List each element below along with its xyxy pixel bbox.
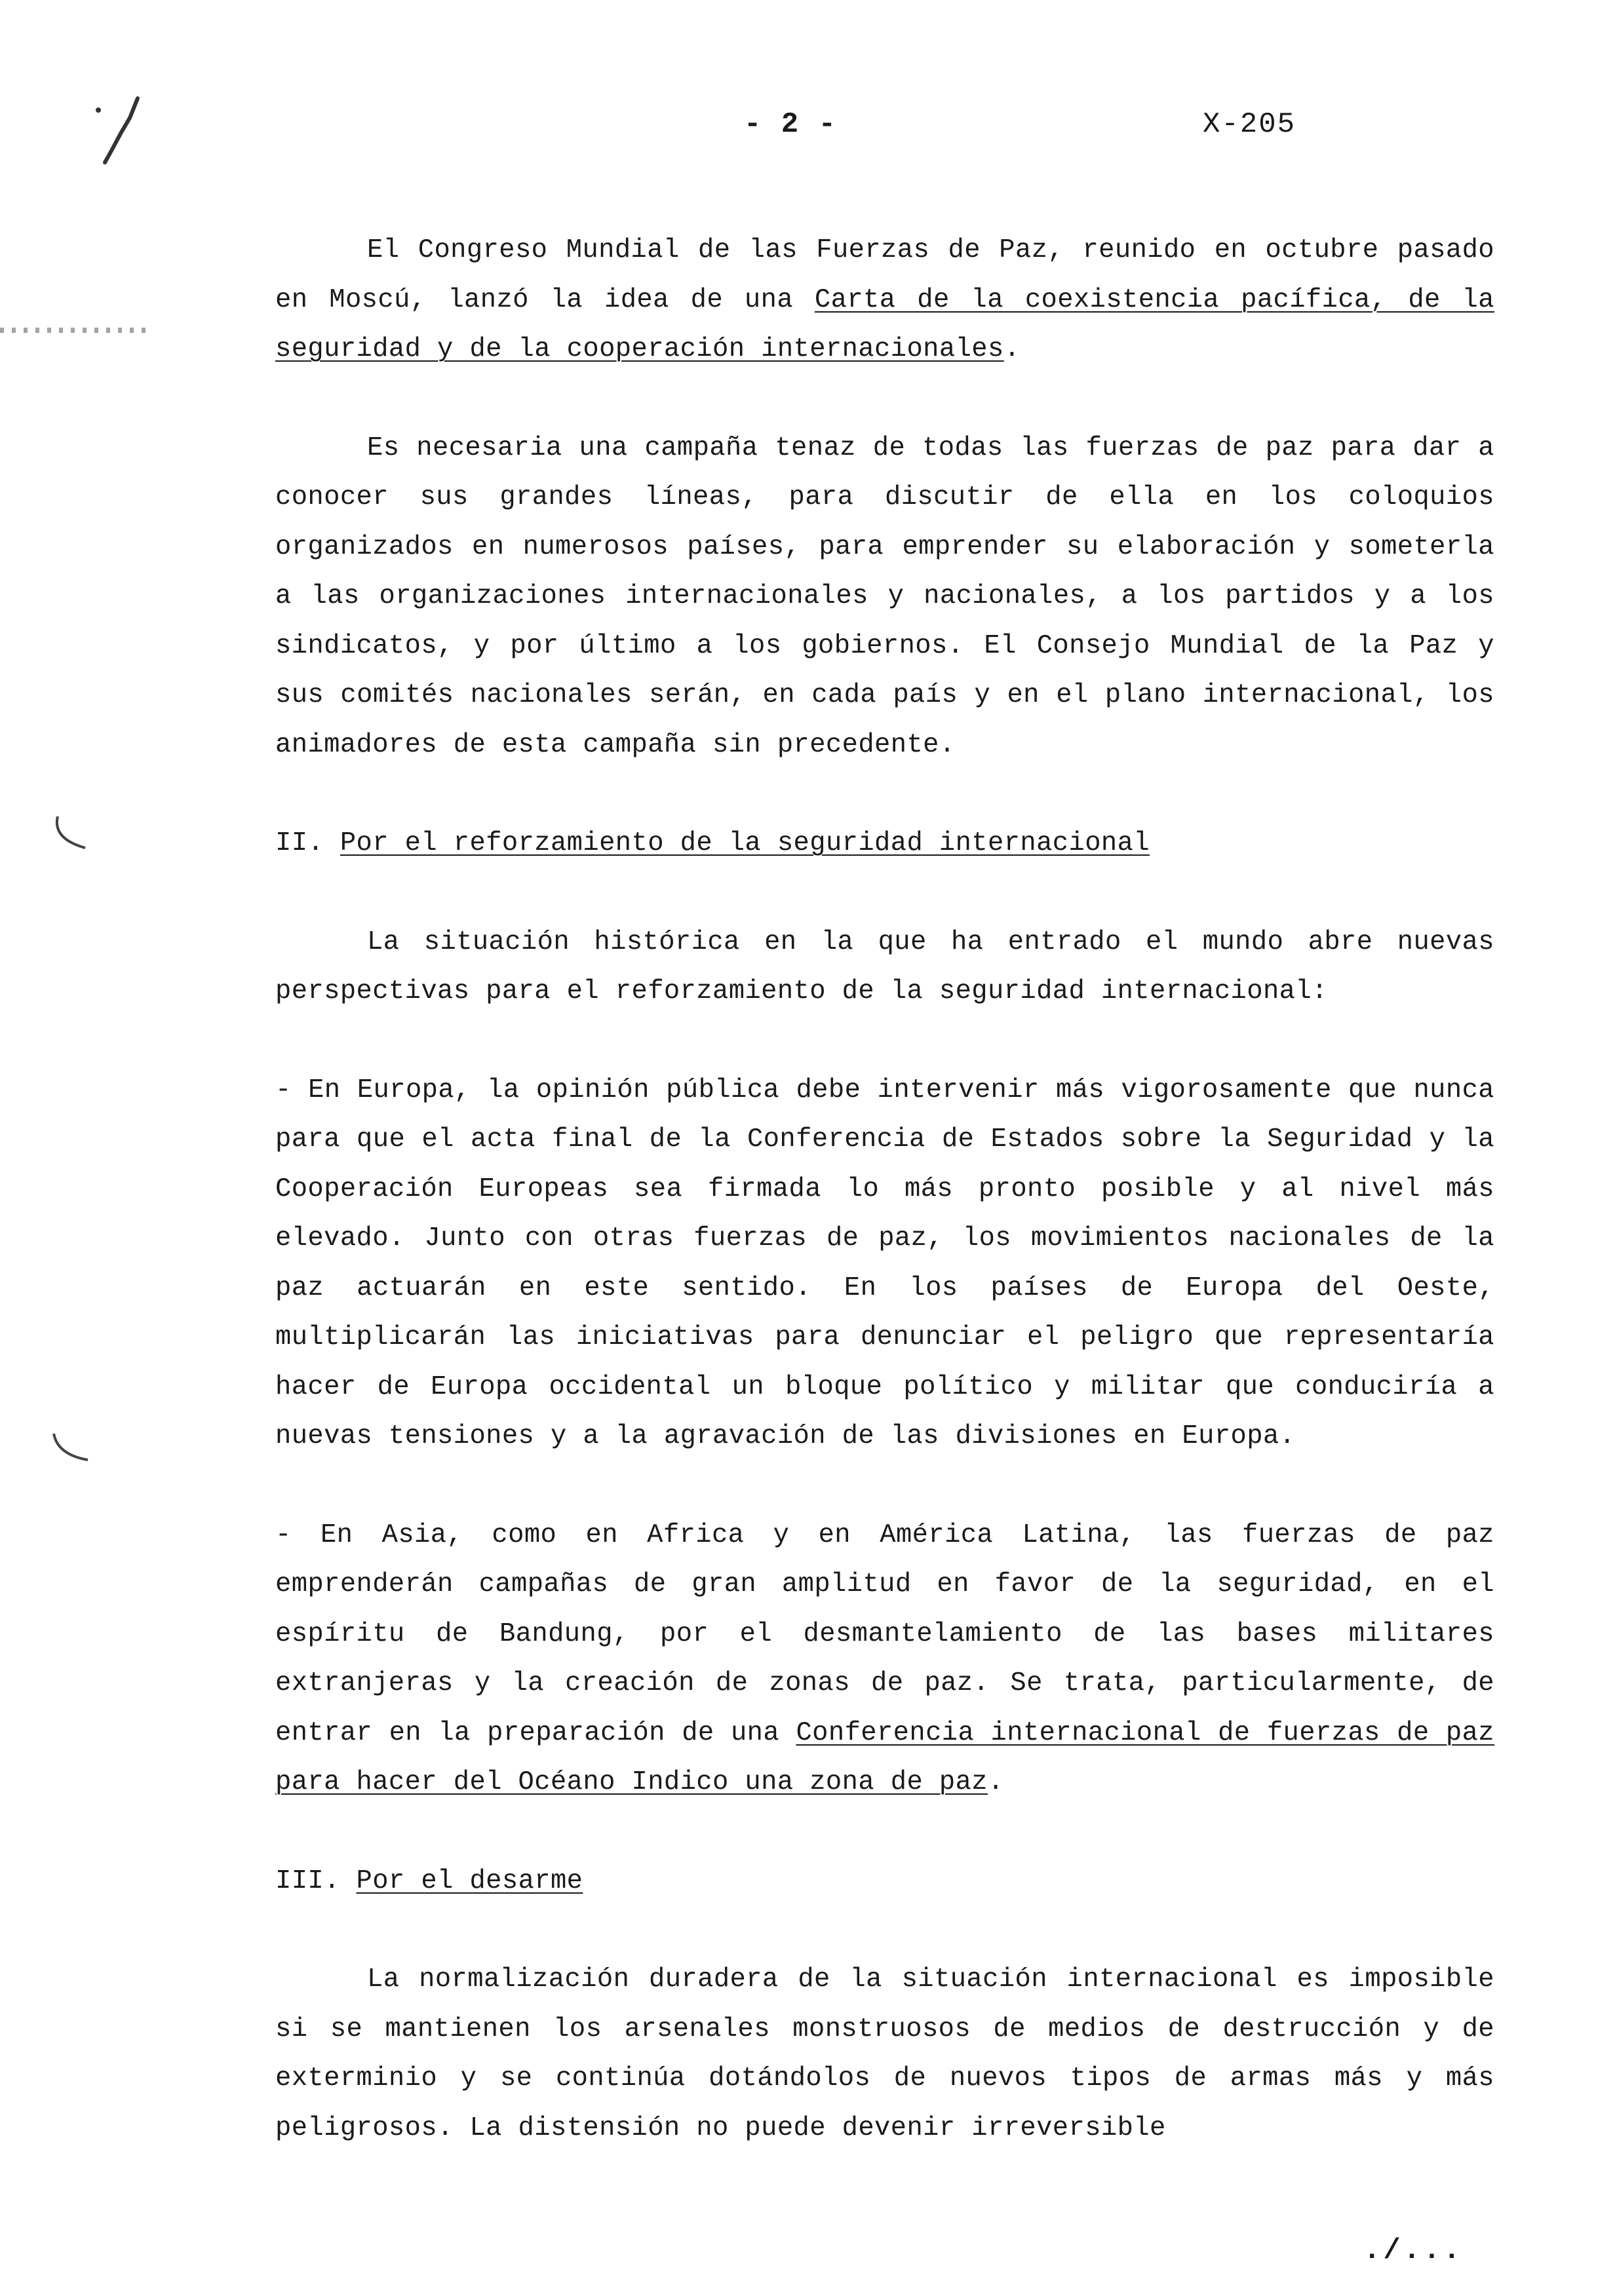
asia-period: . — [987, 1767, 1004, 1797]
intro-paragraph-1 — [275, 226, 1494, 375]
scan-noise — [0, 328, 151, 333]
section3-paragraph-1: La normalización duradera de la situación internacional es imposible si se mantienen los arsenales monstruosos de medios de destrucción y de exterminio y se continúa dotándolos de nuevos tipos de armas más y más peligrosos. La distensión no puede devenir irreversible — [275, 1964, 1494, 2143]
document-body — [275, 226, 1494, 2153]
intro-period: . — [1003, 334, 1021, 364]
section-title: Por el desarme — [356, 1866, 583, 1896]
section-number: III. — [275, 1866, 357, 1896]
paragraph-gap — [275, 1017, 1494, 1066]
section2-paragraph-asia — [275, 1511, 1494, 1808]
asia-text: - En Asia, como en Africa y en América Latina, las fuerzas de paz emprenderán campañas de gran amplitud en favor de la seguridad, en el espíritu de Bandung, por el desmantelamiento de las bases militares extranjeras y la creación de zonas de paz. Se trata, particularmente, de entrar en la preparación de una — [275, 1520, 1494, 1748]
paragraph-gap — [275, 375, 1494, 424]
paragraph-gap — [275, 1462, 1494, 1511]
intro-paragraph-2: Es necesaria una campaña tenaz de todas las fuerzas de paz para dar a conocer sus grandes líneas, para discutir de ella en los coloquios organizados en numerosos países, para emprender su elaboración y someterla a las organizaciones internacionales y nacionales, a los partidos y a los sindicatos, y por último a los gobiernos. El Consejo Mundial de la Paz y sus comités nacionales serán, en cada país y en el plano internacional, los animadores de esta campaña sin precedente. — [275, 432, 1494, 760]
conference-title: Conferencia internacional de fuerzas de paz para hacer del Océano Indico una zona de paz — [275, 1717, 1494, 1797]
section-title: Por el reforzamiento de la seguridad internacional — [340, 828, 1150, 858]
section2-paragraph-europe: - En Europa, la opinión pública debe intervenir más vigorosamente que nunca para que el acta final de la Conferencia de Estados sobre la Seguridad y la Cooperación Europeas sea firmada lo más pronto posible y al nivel más elevado. Junto con otras fuerzas de paz, los movimientos nacionales de la paz actuarán en este sentido. En los países de Europa del Oeste, multiplicarán las iniciativas para denunciar el peligro que representaría hacer de Europa occidental un bloque político y militar que conduciría a nuevas tensiones y a la agravación de las divisiones en Europa. — [275, 1075, 1494, 1451]
paragraph-gap — [275, 1906, 1494, 1955]
section-heading-3 — [275, 1857, 1494, 1907]
intro-text: El Congreso Mundial de las Fuerzas de Paz, reunido en octubre pasado en Moscú, lanzó la idea de una — [275, 235, 1494, 315]
paragraph-gap — [275, 869, 1494, 918]
section-heading-2 — [275, 819, 1494, 869]
bracket-mark-icon — [46, 813, 92, 858]
paragraph-gap — [275, 770, 1494, 819]
document-code: X-205 — [1203, 108, 1296, 141]
section-number: II. — [275, 828, 340, 858]
continued-marker: ./... — [1363, 2234, 1464, 2267]
bracket-mark-icon — [46, 1428, 98, 1468]
charter-title: Carta de la coexistencia pacífica, de la seguridad y de la cooperación internacionales — [275, 284, 1494, 364]
section2-paragraph-1: La situación histórica en la que ha entrado el mundo abre nuevas perspectivas para el reforzamiento de la seguridad internacional: — [275, 927, 1494, 1006]
paragraph-gap — [275, 1808, 1494, 1857]
page-header — [0, 108, 1615, 147]
page-number: - 2 - — [744, 108, 838, 141]
